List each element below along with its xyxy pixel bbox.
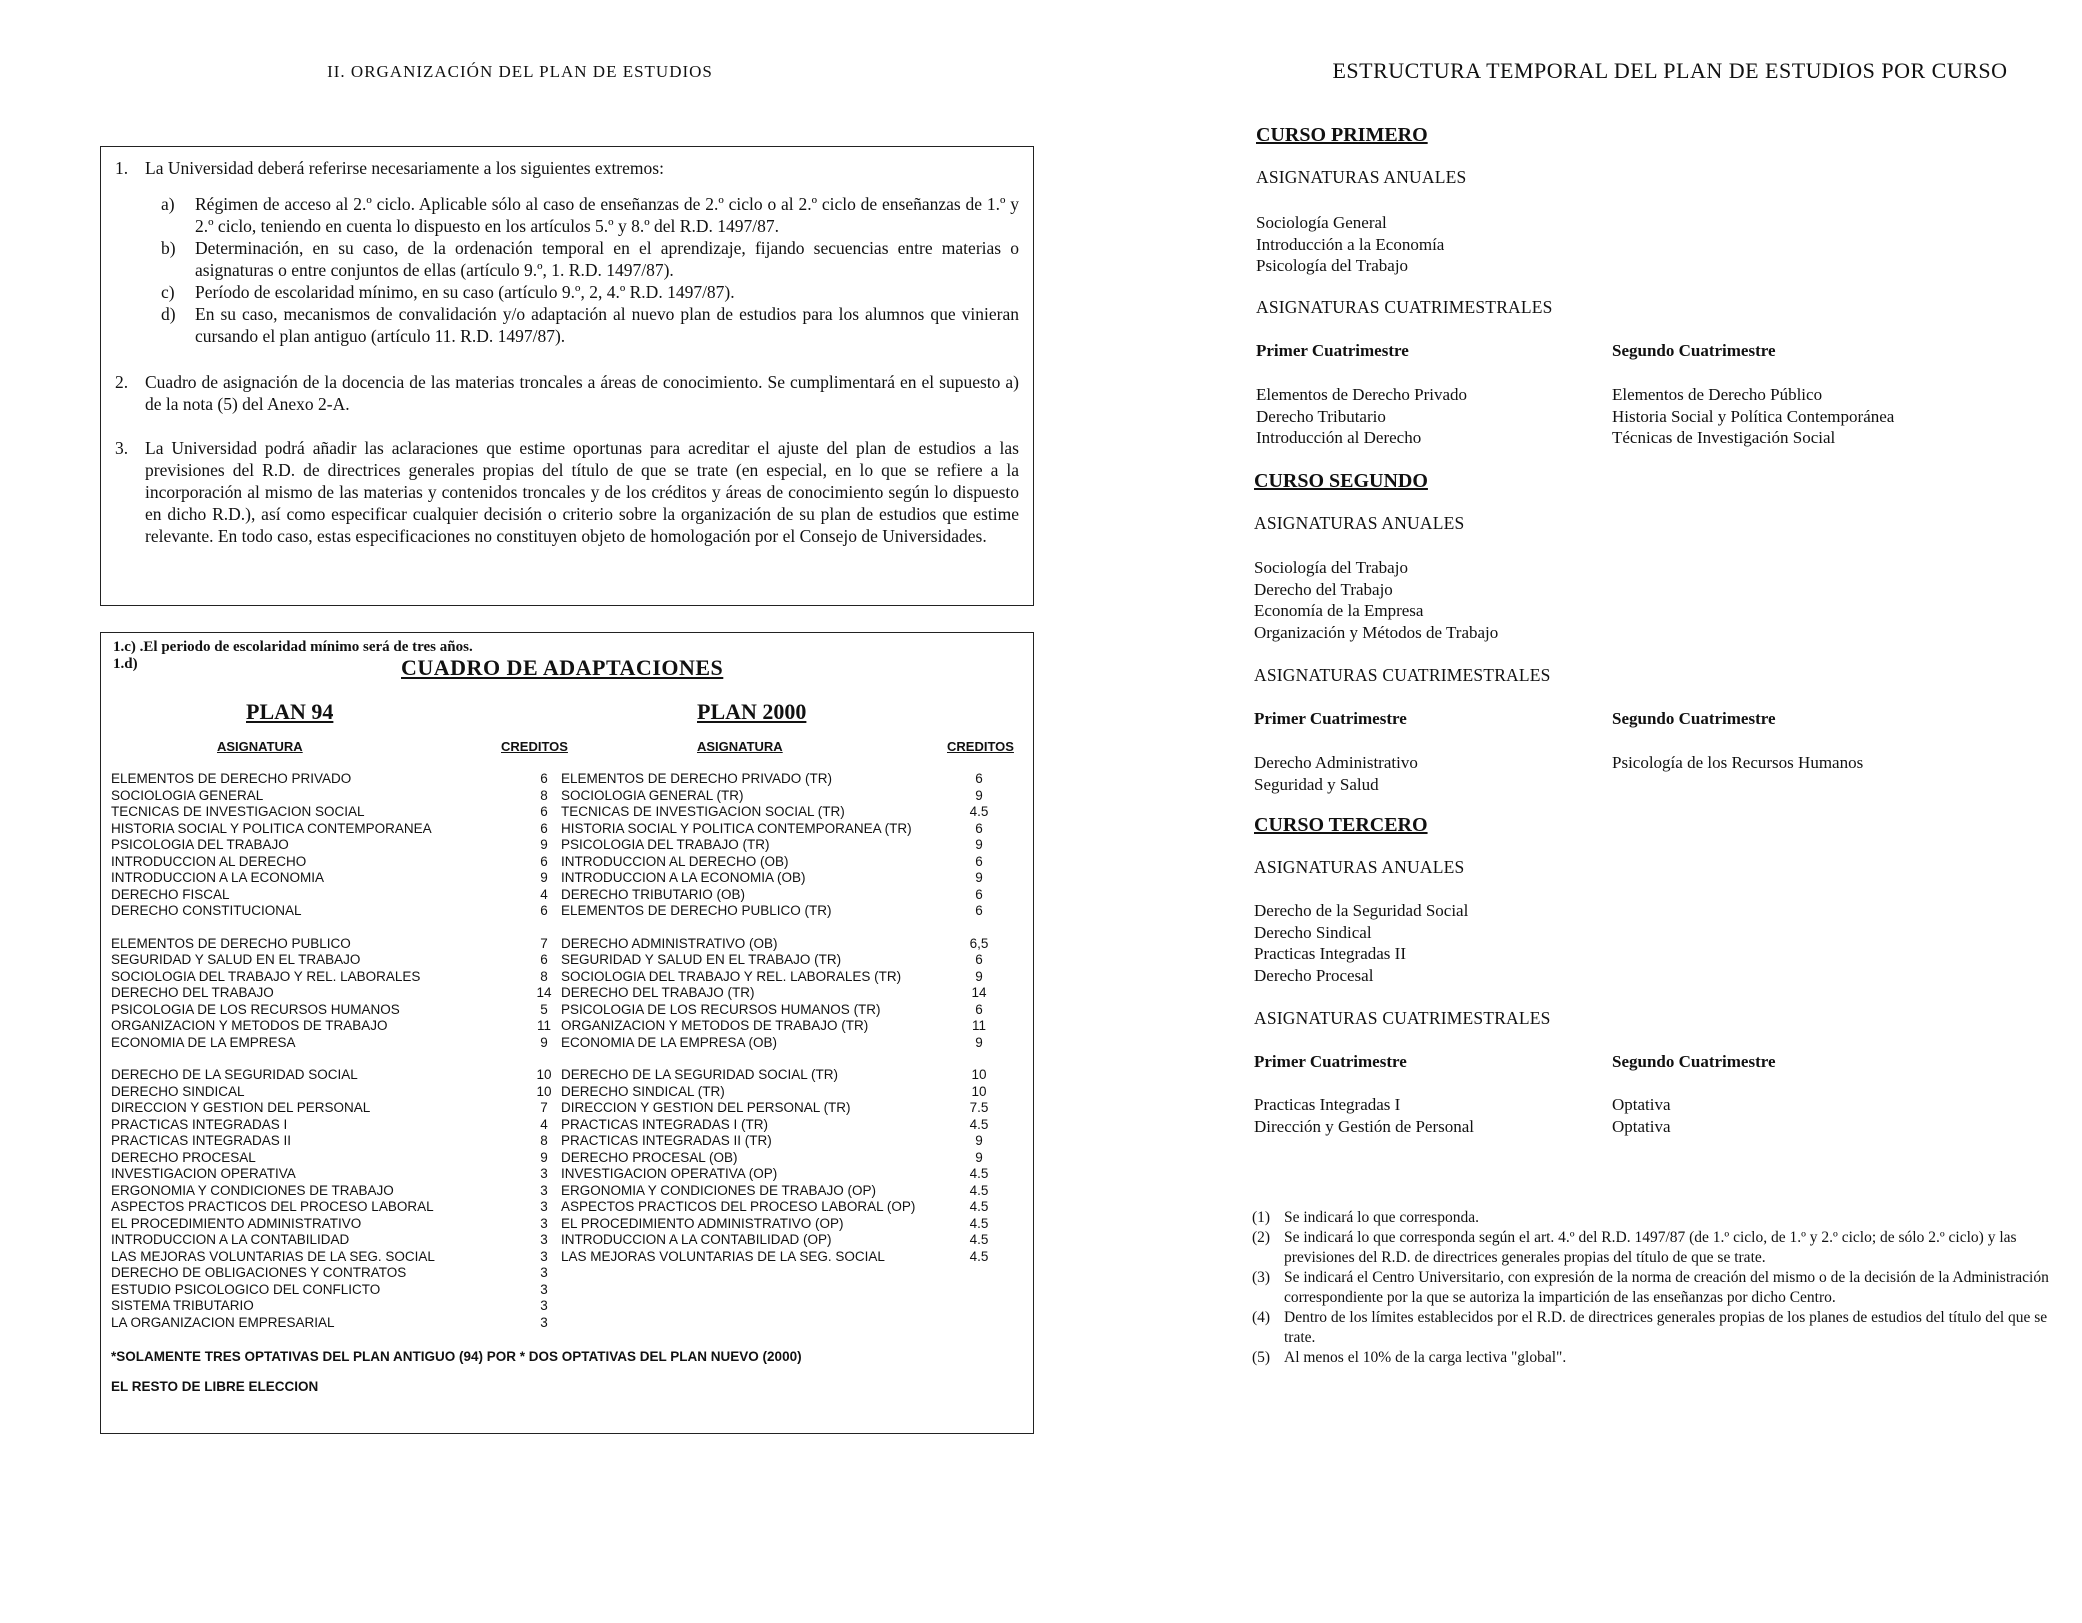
- new-subject-cell: HISTORIA SOCIAL Y POLITICA CONTEMPORANEA (TR): [561, 820, 912, 836]
- new-credits-cell: 9: [975, 1133, 983, 1148]
- old-subject-cell: LAS MEJORAS VOLUNTARIAS DE LA SEG. SOCIAL: [111, 1248, 435, 1264]
- new-subject-cell: ERGONOMIA Y CONDICIONES DE TRABAJO (OP): [561, 1182, 877, 1198]
- old-credits-cell: 10: [536, 1067, 552, 1082]
- note-1d: 1.d): [113, 656, 138, 672]
- old-subject-cell: HISTORIA SOCIAL Y POLITICA CONTEMPORANEA: [111, 820, 432, 836]
- footnote: (5) Al menos el 10% de la carga lectiva "global".: [1252, 1349, 1567, 1366]
- curso-segundo-anuales-list: Sociología del Trabajo Derecho del Trabajo Economía de la Empresa Organización y Métodos de Trabajo: [1254, 558, 1499, 642]
- new-credits-cell: 10: [971, 1067, 987, 1082]
- table-row: [111, 821, 1021, 838]
- sub-item-c: c) Período de escolaridad mínimo, en su caso (artículo 9.º, 2, 4.º R.D. 1497/87).: [161, 282, 735, 302]
- item-number: 1.: [115, 158, 129, 178]
- old-credits-cell: 3: [540, 1182, 548, 1198]
- old-subject-cell: DERECHO PROCESAL: [111, 1149, 256, 1165]
- curso-primero-primer-heading: Primer Cuatrimestre: [1256, 341, 1409, 360]
- new-credits-cell: 4.5: [969, 1232, 989, 1247]
- old-credits-cell: 3: [540, 1232, 548, 1247]
- old-subject-cell: SEGURIDAD Y SALUD EN EL TRABAJO: [111, 952, 361, 967]
- old-subject-cell: ELEMENTOS DE DERECHO PRIVADO: [111, 771, 352, 786]
- old-subject-cell: INTRODUCCION AL DERECHO: [111, 853, 307, 869]
- new-credits-cell: 9: [975, 968, 983, 984]
- col-creditos-new: CREDITOS: [947, 739, 1014, 754]
- table-row: [111, 1298, 1021, 1315]
- new-subject-cell: DERECHO PROCESAL (OB): [561, 1149, 738, 1165]
- old-credits-cell: 11: [536, 1018, 551, 1033]
- table-row: [111, 1002, 1021, 1019]
- new-credits-cell: 6: [975, 886, 983, 902]
- new-credits-cell: 4.5: [969, 1248, 989, 1264]
- new-credits-cell: 6: [975, 1001, 983, 1017]
- old-subject-cell: INTRODUCCION A LA CONTABILIDAD: [111, 1232, 350, 1247]
- old-subject-cell: ORGANIZACION Y METODOS DE TRABAJO: [111, 1018, 388, 1033]
- curso-segundo-segundo-list: Psicología de los Recursos Humanos: [1612, 753, 1864, 772]
- new-subject-cell: SOCIOLOGIA DEL TRABAJO Y REL. LABORALES (TR): [561, 968, 902, 984]
- old-subject-cell: ECONOMIA DE LA EMPRESA: [111, 1034, 296, 1050]
- right-page: [1040, 0, 2082, 1623]
- old-credits-cell: 9: [540, 870, 548, 885]
- old-subject-cell: INTRODUCCION A LA ECONOMIA: [111, 870, 325, 885]
- new-credits-cell: 6: [975, 952, 983, 967]
- new-credits-cell: 9: [975, 837, 983, 852]
- new-subject-cell: LAS MEJORAS VOLUNTARIAS DE LA SEG. SOCIAL: [561, 1248, 885, 1264]
- old-credits-cell: 10: [536, 1083, 552, 1099]
- curso-segundo-segundo-heading: Segundo Cuatrimestre: [1612, 709, 1776, 728]
- curso-primero-primer-list: Elementos de Derecho Privado Derecho Tributario Introducción al Derecho: [1256, 385, 1468, 447]
- new-subject-cell: DERECHO TRIBUTARIO (OB): [561, 886, 746, 902]
- table-row: [111, 771, 1021, 788]
- old-subject-cell: LA ORGANIZACION EMPRESARIAL: [111, 1314, 335, 1330]
- old-subject-cell: PRACTICAS INTEGRADAS I: [111, 1116, 288, 1132]
- table-row: [111, 952, 1021, 969]
- old-credits-cell: 7: [540, 935, 548, 951]
- new-subject-cell: PSICOLOGIA DEL TRABAJO (TR): [561, 837, 770, 852]
- new-credits-cell: 6: [975, 853, 983, 869]
- curso-tercero-title: CURSO TERCERO: [1254, 814, 1428, 836]
- table-row: [111, 870, 1021, 887]
- old-subject-cell: ESTUDIO PSICOLOGICO DEL CONFLICTO: [111, 1281, 381, 1297]
- old-credits-cell: 3: [540, 1265, 548, 1280]
- new-credits-cell: [959, 1282, 999, 1299]
- item1-intro: La Universidad deberá referirse necesariamente a los siguientes extremos:: [145, 158, 664, 178]
- old-credits-cell: 3: [540, 1199, 548, 1214]
- new-subject-cell: ELEMENTOS DE DERECHO PUBLICO (TR): [561, 903, 832, 918]
- new-subject-cell: [559, 1282, 959, 1299]
- table-row: [111, 1166, 1021, 1183]
- plan-old-title: PLAN 94: [246, 699, 334, 724]
- new-subject-cell: PRACTICAS INTEGRADAS I (TR): [561, 1116, 769, 1132]
- new-subject-cell: ECONOMIA DE LA EMPRESA (OB): [561, 1034, 778, 1050]
- table-row: [111, 1282, 1021, 1299]
- table-row: [111, 1067, 1021, 1084]
- left-page: [0, 0, 1040, 1623]
- new-credits-cell: 11: [971, 1018, 986, 1033]
- table-row: [111, 1100, 1021, 1117]
- new-credits-cell: 4.5: [969, 1166, 989, 1181]
- left-page-header: II. ORGANIZACIÓN DEL PLAN DE ESTUDIOS: [327, 62, 713, 81]
- old-credits-cell: 4: [540, 886, 548, 902]
- new-subject-cell: DERECHO ADMINISTRATIVO (OB): [561, 935, 778, 951]
- old-credits-cell: 14: [536, 985, 552, 1000]
- table-row: [111, 936, 1021, 953]
- old-subject-cell: SOCIOLOGIA GENERAL: [111, 787, 264, 803]
- table-row: [111, 1315, 1021, 1332]
- col-asignatura-new: ASIGNATURA: [697, 739, 783, 754]
- table-row: [111, 1117, 1021, 1134]
- new-credits-cell: [959, 1265, 999, 1282]
- table-row: [111, 1199, 1021, 1216]
- old-credits-cell: 9: [540, 837, 548, 852]
- old-credits-cell: 6: [540, 820, 548, 836]
- new-credits-cell: 7.5: [969, 1100, 989, 1115]
- old-subject-cell: ELEMENTOS DE DERECHO PUBLICO: [111, 935, 351, 951]
- new-credits-cell: 4.5: [969, 1116, 989, 1132]
- old-subject-cell: DERECHO SINDICAL: [111, 1083, 245, 1099]
- old-credits-cell: 3: [540, 1314, 548, 1330]
- right-page-header: ESTRUCTURA TEMPORAL DEL PLAN DE ESTUDIOS POR CURSO: [1332, 58, 2008, 83]
- new-subject-cell: [559, 1315, 959, 1332]
- new-credits-cell: 4.5: [969, 1199, 989, 1214]
- table-row: [111, 837, 1021, 854]
- curso-tercero-segundo-list: Optativa Optativa: [1612, 1095, 1671, 1136]
- old-credits-cell: 7: [540, 1100, 548, 1115]
- new-credits-cell: 6: [975, 820, 983, 836]
- curso-segundo-primer-heading: Primer Cuatrimestre: [1254, 709, 1407, 728]
- new-subject-cell: INTRODUCCION A LA ECONOMIA (OB): [561, 870, 806, 885]
- old-credits-cell: 3: [540, 1281, 548, 1297]
- old-credits-cell: 9: [540, 1034, 548, 1050]
- old-credits-cell: 3: [540, 1248, 548, 1264]
- old-subject-cell: EL PROCEDIMIENTO ADMINISTRATIVO: [111, 1215, 362, 1231]
- new-credits-cell: 9: [975, 870, 983, 885]
- table-row: [111, 1232, 1021, 1249]
- new-subject-cell: DERECHO DEL TRABAJO (TR): [561, 985, 755, 1000]
- plan-new-title: PLAN 2000: [697, 699, 807, 724]
- old-subject-cell: SOCIOLOGIA DEL TRABAJO Y REL. LABORALES: [111, 968, 421, 984]
- new-credits-cell: 6,5: [969, 935, 989, 951]
- footnote: (3) Se indicará el Centro Universitario, con expresión de la norma de creación del mismo o de la decisión de la Administración correspondiente por la que se autoriza la impartición de las enseñanzas por dicho Centro.: [1252, 1269, 2049, 1306]
- footnotes: [1252, 1208, 2062, 1368]
- old-credits-cell: 8: [540, 787, 548, 803]
- new-subject-cell: SOCIOLOGIA GENERAL (TR): [561, 787, 744, 803]
- sub-item-d: d) En su caso, mecanismos de convalidación y/o adaptación al nuevo plan de estudios para los alumnos que vinieran cursando el plan antiguo (artículo 11. R.D. 1497/87).: [161, 304, 1019, 346]
- new-credits-cell: [959, 1298, 999, 1315]
- new-subject-cell: SEGURIDAD Y SALUD EN EL TRABAJO (TR): [561, 952, 842, 967]
- old-subject-cell: DIRECCION Y GESTION DEL PERSONAL: [111, 1100, 371, 1115]
- curso-primero-anuales-list: Sociología General Introducción a la Economía Psicología del Trabajo: [1256, 213, 1445, 275]
- table-row: [111, 788, 1021, 805]
- table-row: [111, 1150, 1021, 1167]
- table-row: [111, 804, 1021, 821]
- table-row: [111, 1249, 1021, 1266]
- footer-optativas: *SOLAMENTE TRES OPTATIVAS DEL PLAN ANTIGUO (94) POR * DOS OPTATIVAS DEL PLAN NUEVO (2000): [111, 1349, 802, 1364]
- new-subject-cell: DERECHO SINDICAL (TR): [561, 1083, 725, 1099]
- old-credits-cell: 5: [540, 1001, 548, 1017]
- curso-tercero-primer-list: Practicas Integradas I Dirección y Gestión de Personal: [1254, 1095, 1474, 1136]
- new-subject-cell: INVESTIGACION OPERATIVA (OP): [561, 1166, 778, 1181]
- table-row: [111, 1035, 1021, 1052]
- item-3: 3. La Universidad podrá añadir las aclaraciones que estime oportunas para acreditar el ajuste del plan de estudios a las previsiones del R.D. de directrices generales propias del título de que se trate (en especial, en lo que se refiere a la incorporación al mismo de las materias y contenidos troncales y de los créditos y áreas de conocimiento según lo dispuesto en dicho R.D.), así como especificar cualquier decisión o criterio sobre la organización de su plan de estudios que estime relevante. En todo caso, estas especificaciones no constituyen objeto de homologación por el Consejo de Universidades.: [115, 438, 1019, 546]
- sub-item-b: b) Determinación, en su caso, de la ordenación temporal en el aprendizaje, fijando secuencias entre materias o asignaturas o entre conjuntos de ellas (artículo 9.º, 1. R.D. 1497/87).: [161, 238, 1019, 280]
- curso-primero-cuatri-heading: ASIGNATURAS CUATRIMESTRALES: [1256, 297, 1553, 317]
- table-row: [111, 1265, 1021, 1282]
- new-subject-cell: DERECHO DE LA SEGURIDAD SOCIAL (TR): [561, 1067, 839, 1082]
- old-subject-cell: DERECHO DE LA SEGURIDAD SOCIAL: [111, 1067, 358, 1082]
- old-subject-cell: PSICOLOGIA DE LOS RECURSOS HUMANOS: [111, 1001, 400, 1017]
- old-subject-cell: ASPECTOS PRACTICOS DEL PROCESO LABORAL: [111, 1199, 434, 1214]
- old-credits-cell: 8: [540, 1133, 548, 1148]
- new-subject-cell: ORGANIZACION Y METODOS DE TRABAJO (TR): [561, 1018, 869, 1033]
- new-subject-cell: DIRECCION Y GESTION DEL PERSONAL (TR): [561, 1100, 851, 1115]
- new-subject-cell: INTRODUCCION AL DERECHO (OB): [561, 853, 789, 869]
- footnote: (4) Dentro de los límites establecidos por el R.D. de directrices generales propias de los planes de estudios del título del que se trate.: [1252, 1309, 2048, 1346]
- old-credits-cell: 4: [540, 1116, 548, 1132]
- curso-segundo-primer-list: Derecho Administrativo Seguridad y Salud: [1254, 753, 1418, 794]
- curso-primero-segundo-heading: Segundo Cuatrimestre: [1612, 341, 1776, 360]
- old-subject-cell: DERECHO CONSTITUCIONAL: [111, 903, 302, 918]
- old-subject-cell: DERECHO DEL TRABAJO: [111, 985, 274, 1000]
- old-subject-cell: ERGONOMIA Y CONDICIONES DE TRABAJO: [111, 1182, 394, 1198]
- old-credits-cell: 6: [540, 903, 548, 918]
- table-row: [111, 1216, 1021, 1233]
- curso-segundo-anuales-heading: ASIGNATURAS ANUALES: [1254, 513, 1465, 533]
- new-credits-cell: 4.5: [969, 804, 989, 819]
- new-credits-cell: 9: [975, 1034, 983, 1050]
- old-subject-cell: DERECHO DE OBLIGACIONES Y CONTRATOS: [111, 1265, 407, 1280]
- table-row: [111, 903, 1021, 920]
- old-subject-cell: TECNICAS DE INVESTIGACION SOCIAL: [111, 804, 365, 819]
- new-subject-cell: [559, 1298, 959, 1315]
- item-2: 2. Cuadro de asignación de la docencia de las materias troncales a áreas de conocimiento. Se cumplimentará en el supuesto a) de la nota (5) del Anexo 2-A.: [115, 372, 1019, 414]
- table-row: [111, 854, 1021, 871]
- new-subject-cell: INTRODUCCION A LA CONTABILIDAD (OP): [561, 1232, 832, 1247]
- sub-item-a: a) Régimen de acceso al 2.º ciclo. Aplicable sólo al caso de enseñanzas de 2.º ciclo o al 2.º ciclo de enseñanzas de 1.º y 2.º ciclo, teniendo en cuenta lo dispuesto en los artículos 5.º y 8.º del R.D. 1497/87.: [161, 194, 1019, 236]
- curso-segundo-cuatri-heading: ASIGNATURAS CUATRIMESTRALES: [1254, 665, 1551, 685]
- footnote: (2) Se indicará lo que corresponda según el art. 4.º del R.D. 1497/87 (de 1.º ciclo, de 1.º y 2.º ciclo; de sólo 2.º ciclo) y las previsiones del R.D. de directrices generales propias del título de que se trate.: [1252, 1229, 2017, 1266]
- footer-libre-eleccion: EL RESTO DE LIBRE ELECCION: [111, 1379, 319, 1394]
- curso-segundo-title: CURSO SEGUNDO: [1254, 470, 1428, 492]
- new-subject-cell: PRACTICAS INTEGRADAS II (TR): [561, 1133, 772, 1148]
- old-subject-cell: SISTEMA TRIBUTARIO: [111, 1298, 254, 1313]
- table-row: [111, 1183, 1021, 1200]
- old-credits-cell: 6: [540, 771, 548, 786]
- new-subject-cell: ELEMENTOS DE DERECHO PRIVADO (TR): [561, 771, 833, 786]
- curso-primero-title: CURSO PRIMERO: [1256, 124, 1428, 146]
- new-credits-cell: 9: [975, 1149, 983, 1165]
- col-asignatura-old: ASIGNATURA: [217, 739, 303, 754]
- new-subject-cell: [559, 1265, 959, 1282]
- new-credits-cell: 6: [975, 771, 983, 786]
- table-row: [111, 1018, 1021, 1035]
- table-row: [111, 985, 1021, 1002]
- table-row: [111, 887, 1021, 904]
- new-subject-cell: PSICOLOGIA DE LOS RECURSOS HUMANOS (TR): [561, 1001, 881, 1017]
- curso-primero-anuales-heading: ASIGNATURAS ANUALES: [1256, 167, 1467, 187]
- curso-tercero-primer-heading: Primer Cuatrimestre: [1254, 1052, 1407, 1071]
- new-subject-cell: TECNICAS DE INVESTIGACION SOCIAL (TR): [561, 804, 845, 819]
- old-credits-cell: 3: [540, 1298, 548, 1313]
- old-subject-cell: INVESTIGACION OPERATIVA: [111, 1166, 296, 1181]
- old-subject-cell: PSICOLOGIA DEL TRABAJO: [111, 837, 289, 852]
- old-credits-cell: 6: [540, 804, 548, 819]
- curso-tercero-cuatri-heading: ASIGNATURAS CUATRIMESTRALES: [1254, 1008, 1551, 1028]
- old-credits-cell: 3: [540, 1215, 548, 1231]
- new-credits-cell: 14: [971, 985, 987, 1000]
- old-credits-cell: 6: [540, 952, 548, 967]
- table-row: [111, 1084, 1021, 1101]
- new-credits-cell: 10: [971, 1083, 987, 1099]
- curso-tercero-anuales-list: Derecho de la Seguridad Social Derecho Sindical Practicas Integradas II Derecho Procesal: [1254, 901, 1469, 985]
- footnote: (1) Se indicará lo que corresponda.: [1252, 1209, 1479, 1226]
- old-credits-cell: 3: [540, 1166, 548, 1181]
- old-subject-cell: PRACTICAS INTEGRADAS II: [111, 1133, 292, 1148]
- new-credits-cell: 6: [975, 903, 983, 918]
- note-1c: 1.c) .El periodo de escolaridad mínimo será de tres años.: [113, 639, 473, 655]
- curso-tercero-anuales-heading: ASIGNATURAS ANUALES: [1254, 857, 1465, 877]
- new-credits-cell: 4.5: [969, 1182, 989, 1198]
- instructions-box: [100, 146, 1034, 606]
- col-creditos-old: CREDITOS: [501, 739, 568, 754]
- cuadro-title: CUADRO DE ADAPTACIONES: [401, 655, 724, 680]
- adaptations-table: [111, 771, 1021, 1331]
- old-credits-cell: 8: [540, 968, 548, 984]
- old-credits-cell: 6: [540, 853, 548, 869]
- new-credits-cell: [959, 1315, 999, 1332]
- old-credits-cell: 9: [540, 1149, 548, 1165]
- curso-primero-segundo-list: Elementos de Derecho Público Historia Social y Política Contemporánea Técnicas de Investigación Social: [1612, 385, 1895, 447]
- new-credits-cell: 9: [975, 787, 983, 803]
- new-subject-cell: EL PROCEDIMIENTO ADMINISTRATIVO (OP): [561, 1215, 844, 1231]
- new-credits-cell: 4.5: [969, 1215, 989, 1231]
- table-row: [111, 969, 1021, 986]
- curso-tercero-segundo-heading: Segundo Cuatrimestre: [1612, 1052, 1776, 1071]
- old-subject-cell: DERECHO FISCAL: [111, 886, 230, 902]
- new-subject-cell: ASPECTOS PRACTICOS DEL PROCESO LABORAL (OP): [561, 1199, 916, 1214]
- adaptations-box: [100, 632, 1034, 1434]
- table-row: [111, 1133, 1021, 1150]
